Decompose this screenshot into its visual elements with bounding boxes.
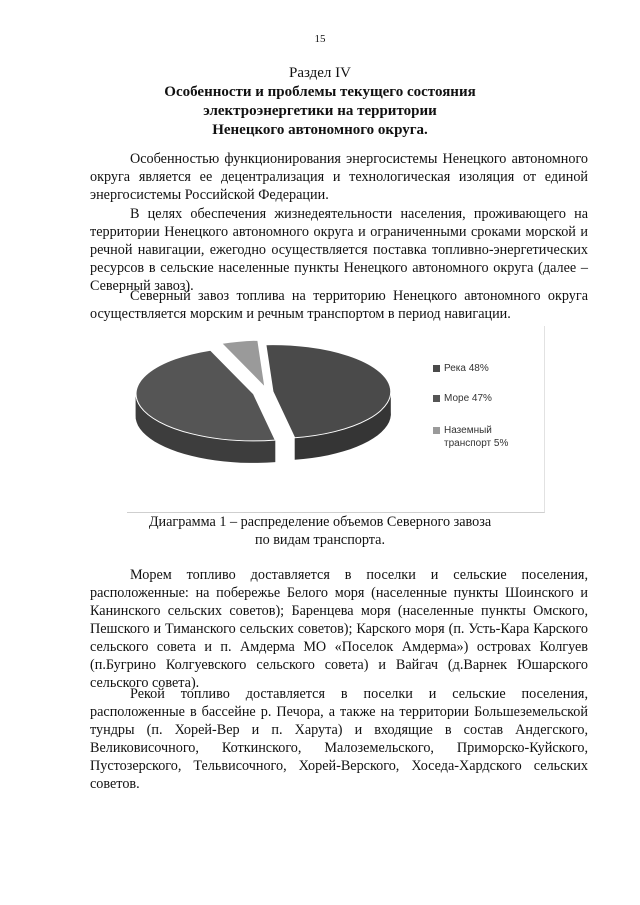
section-heading: Раздел IV [288,65,351,81]
legend-swatch [433,395,440,402]
title-line: Особенности и проблемы текущего состояния [164,84,476,100]
legend-label: Наземный транспорт 5% [444,425,509,449]
pie-chart-canvas [127,326,427,512]
chart-caption [0,513,640,549]
paragraph-sea-delivery: Морем топливо доставляется в поселки и сельские поселения, расположенные: на побережье Белого моря (населенные пункты Шоинского и Канинского сельских советов); Баренцева моря (населенные пункты Омского, Пешского и Тиманского сельских советов); Карского моря (п. Усть-Кара Карского сельского совета и п. Амдерма МО «Поселок Амдерма») островах Колгуев (п.Бугрино Колгуевского сельского совета) и Вайгач (д.Варнек Юшарского сельского совета). [90,567,588,691]
page-number: 15 [314,33,326,45]
paragraph-isolation: Особенностью функционирования энергосистемы Ненецкого автономного округа является ее децентрализация и технологическая изоляция от единой энергосистемы Российской Федерации. [90,151,588,203]
section-title [0,83,640,140]
legend-label: Море 47% [444,393,492,404]
caption-line: по видам транспорта. [254,532,386,548]
legend-swatch [433,427,440,434]
paragraph-river-delivery: Рекой топливо доставляется в поселки и сельские поселения, расположенные в бассейне р. Печора, а также на территории Большеземельской тундры (п. Хорей-Вер и п. Харута) и входящие в состав Андегского, Великовисочного, Коткинского, Малоземельского, Приморско-Куйского, Пустозерского, Тельвисочного, Хорей-Верского, Хоседа-Хардского сельских советов. [90,686,588,792]
legend-label: Река 48% [444,363,489,374]
caption-line: Диаграмма 1 – распределение объемов Северного завоза [148,514,492,530]
title-line: электроэнергетики на территории [203,103,437,119]
legend-swatch [433,365,440,372]
paragraph-transport-modes: Северный завоз топлива на территорию Ненецкого автономного округа осуществляется морским и речным транспортом в период навигации. [90,288,588,322]
paragraph-northern-delivery: В целях обеспечения жизнедеятельности населения, проживающего на территории Ненецкого автономного округа и ограниченными сроками морской и речной навигации, ежегодно осуществляется поставка топливно-энергетических ресурсов в сельские населенные пункты Ненецкого автономного округа (далее – Северный завоз). [90,206,588,294]
pie-chart [127,326,545,513]
title-line: Ненецкого автономного округа. [212,122,428,138]
